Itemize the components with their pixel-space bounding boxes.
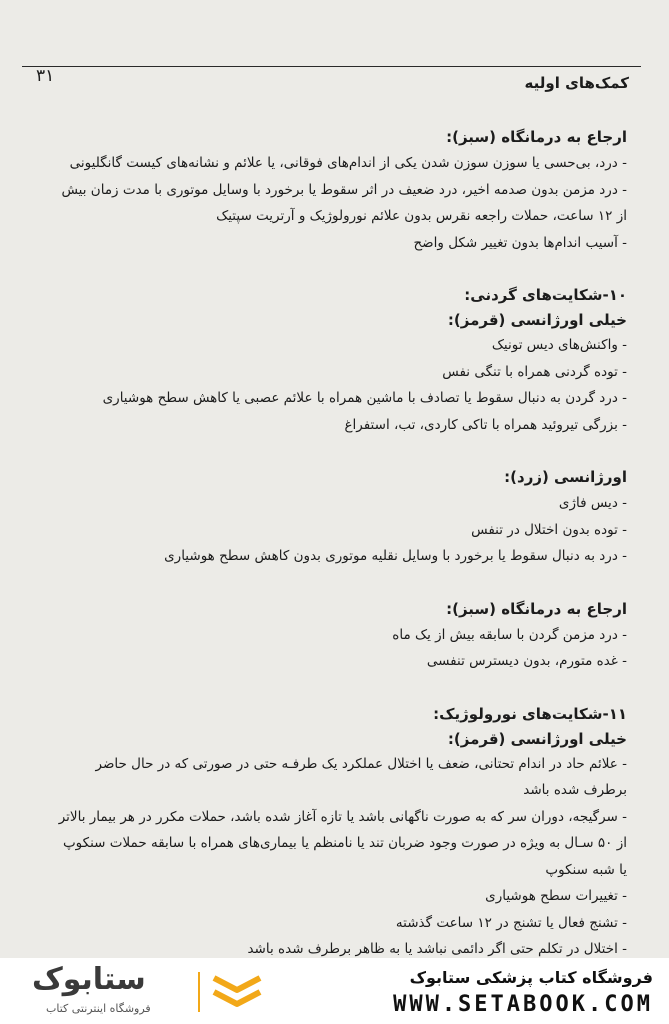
- list-item: - غده متورم، بدون دیسترس تنفسی: [426, 653, 627, 669]
- page-number: ۳۱: [36, 66, 55, 86]
- list-item: - درد گردن به دنبال سقوط یا تصادف با ماشین همراه با علائم عصبی یا کاهش سطح هوشیاری: [102, 390, 627, 406]
- list-item: - تغییرات سطح هوشیاری: [485, 888, 627, 904]
- logo-divider: [198, 972, 200, 1012]
- running-header-title: کمک‌های اولیه: [524, 74, 629, 92]
- section-title: ۱۱-شکایت‌های نورولوژیک:: [433, 704, 627, 723]
- list-item: برطرف شده باشد: [523, 782, 627, 798]
- list-item: از ۵۰ سـال به ویژه در صورت وجود ضربان تند یا نامنظم یا بیماری‌های همراه با سابقه حملات سنکوپ: [62, 835, 627, 851]
- list-item: - علائم حاد در اندام تحتانی، ضعف یا اختلال عملکرد یک طرفـه حتی در صورتی که در حال حاضر: [95, 755, 627, 772]
- section-urgent-yellow: [30, 464, 627, 570]
- logo-wordmark: ستابوک: [32, 962, 146, 997]
- section-title: ارجاع به درمانگاه (سبز):: [446, 128, 627, 146]
- chevron-mark-icon: [210, 972, 264, 1012]
- list-item: - سرگیجه، دوران سر که به صورت ناگهانی باشد یا تازه آغاز شده باشد، حملات مکرر در هر بیمار بالاتر: [58, 808, 627, 825]
- list-item: - درد به دنبال سقوط یا برخورد با وسایل نقلیه موتوری بدون کاهش سطح هوشیاری: [164, 548, 627, 564]
- page-content: [30, 124, 627, 958]
- setabook-logo[interactable]: [24, 962, 264, 1020]
- list-item: - بزرگی تیروئید همراه با تاکی کاردی، تب، استفراغ: [344, 416, 627, 433]
- logo-tagline: فروشگاه اینترنتی کتاب: [46, 1002, 151, 1015]
- list-item: - درد مزمن گردن با سابقه بیش از یک ماه: [392, 626, 627, 643]
- list-item: - توده گردنی همراه با تنگی نفس: [442, 363, 627, 380]
- list-item: - اختلال در تکلم حتی اگر دائمی نباشد یا به ظاهر برطرف شده باشد: [247, 941, 627, 957]
- store-name: فروشگاه کتاب پزشکی ستابوک: [409, 968, 653, 987]
- list-item: - درد، بی‌حسی یا سوزن سوزن شدن یکی از اندام‌های فوقانی، یا علائم و نشانه‌های کیست گانگلیونی: [69, 155, 627, 171]
- section-referral-green-2: [30, 596, 627, 675]
- list-item: - تشنج فعال یا تشنج در ۱۲ ساعت گذشته: [395, 914, 627, 931]
- section-title: ارجاع به درمانگاه (سبز):: [446, 599, 627, 618]
- section-title: اورژانسی (زرد):: [504, 468, 627, 486]
- list-item: - درد مزمن بدون صدمه اخیر، درد ضعیف در اثر سقوط یا برخورد با وسایل موتوری با مدت زمان بیش: [61, 181, 627, 198]
- section-referral-green-1: [30, 124, 627, 256]
- list-item: از ۱۲ ساعت، حملات راجعه نقرس بدون علائم نورولوژیک و آرتریت سپتیک: [216, 208, 627, 224]
- store-url-link[interactable]: WWW.SETABOOK.COM: [393, 992, 653, 1017]
- list-item: یا شبه سنکوپ: [545, 861, 627, 878]
- section-subtitle: خیلی اورژانسی (قرمز):: [447, 729, 627, 748]
- header-rule: [22, 66, 641, 67]
- list-item: - واکنش‌های دیس تونیک: [491, 337, 627, 353]
- section-neuro-complaints: [30, 701, 627, 959]
- list-item: - دیس فاژی: [558, 495, 627, 511]
- store-footer-banner: [0, 958, 669, 1024]
- section-neck-complaints: [30, 282, 627, 438]
- list-item: - توده بدون اختلال در تنفس: [471, 521, 627, 538]
- list-item: - آسیب اندام‌ها بدون تغییر شکل واضح: [413, 234, 627, 251]
- section-title: ۱۰-شکایت‌های گردنی:: [464, 286, 627, 304]
- section-subtitle: خیلی اورژانسی (قرمز):: [447, 311, 627, 329]
